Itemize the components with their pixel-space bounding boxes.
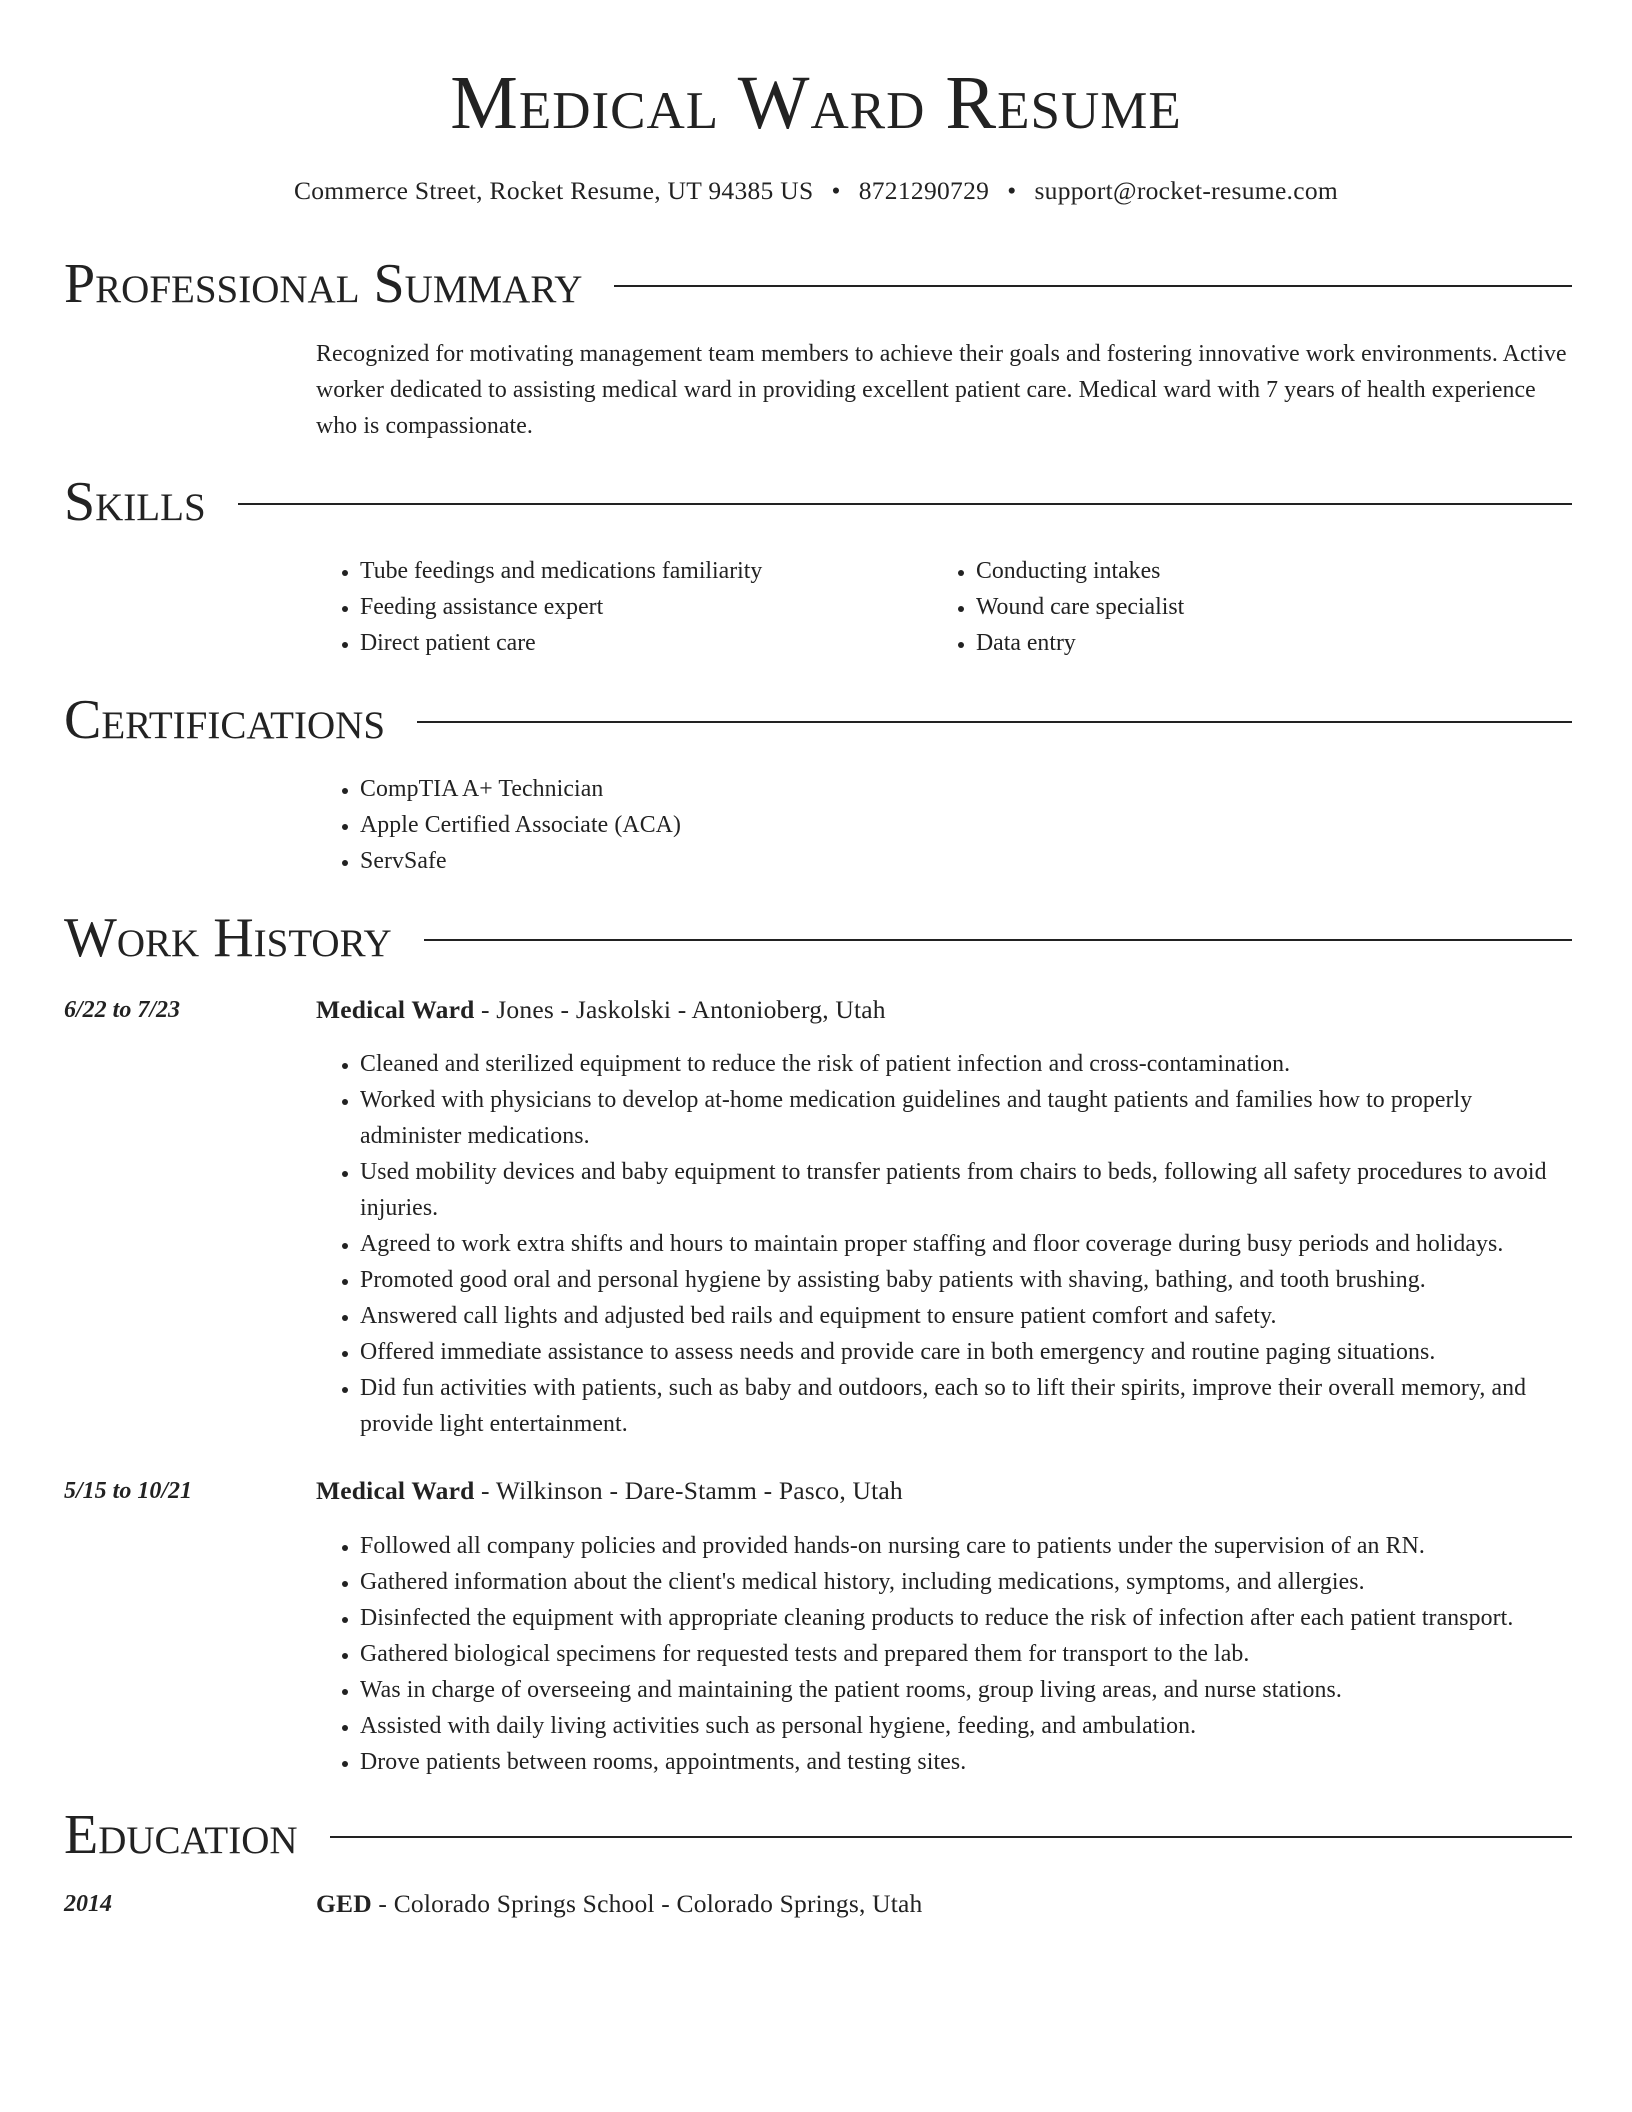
skills-list <box>316 553 916 661</box>
job-employer: - Jones - Jaskolski - Antonioberg, Utah <box>474 995 886 1024</box>
list-item: • Conducting intakes <box>976 553 1532 589</box>
skills-list <box>932 553 1532 661</box>
section-work-history <box>64 906 1572 970</box>
list-item: • Cleaned and sterilized equipment to reduce the risk of patient infection and cross-contamination. <box>360 1046 1570 1082</box>
section-divider <box>614 285 1572 287</box>
list-item: • Feeding assistance expert <box>360 589 916 625</box>
separator-dot: • <box>831 176 841 205</box>
section-title: Professional Summary <box>64 253 583 315</box>
summary-text: Recognized for motivating management team members to achieve their goals and fostering innovative work environments. Active worker dedicated to assisting medical ward in providing excellent patient care. Medical ward with 7 years of health experience who is compassionate. <box>316 341 1567 439</box>
list-item: • Promoted good oral and personal hygiene by assisting baby patients with shaving, bathing, and tooth brushing. <box>360 1262 1570 1298</box>
email: support@rocket-resume.com <box>1034 176 1339 205</box>
list-item: • Worked with physicians to develop at-home medication guidelines and taught patients and families how to properly administer medications. <box>360 1082 1570 1154</box>
list-item: • Drove patients between rooms, appointments, and testing sites. <box>360 1744 1570 1780</box>
section-title: Skills <box>64 471 206 533</box>
section-divider <box>330 1836 1572 1838</box>
address: Commerce Street, Rocket Resume, UT 94385 US <box>293 176 814 205</box>
list-item: • Assisted with daily living activities such as personal hygiene, feeding, and ambulation. <box>360 1708 1570 1744</box>
phone: 8721290729 <box>858 176 990 205</box>
list-item: • Used mobility devices and baby equipment to transfer patients from chairs to beds, following all safety procedures to avoid injuries. <box>360 1154 1570 1226</box>
certifications-list <box>316 771 1570 879</box>
resume-name: Medical Ward Resume <box>450 61 1182 145</box>
education-degree: GED <box>316 1889 372 1918</box>
job-duties <box>316 1528 1570 1780</box>
section-title: Education <box>64 1804 298 1866</box>
job-title-line <box>316 992 886 1028</box>
skills-column-left <box>316 553 916 661</box>
job-employer: - Wilkinson - Dare-Stamm - Pasco, Utah <box>474 1476 903 1505</box>
section-divider <box>238 503 1572 505</box>
education-school: - Colorado Springs School - Colorado Springs, Utah <box>371 1889 923 1918</box>
skills-column-right <box>932 553 1532 661</box>
list-item: • Followed all company policies and provided hands-on nursing care to patients under the supervision of an RN. <box>360 1528 1570 1564</box>
job-title-line <box>316 1473 903 1509</box>
job-dates: 6/22 to 7/23 <box>64 997 181 1023</box>
job-dates: 5/15 to 10/21 <box>64 1478 193 1504</box>
contact-line <box>0 174 1632 208</box>
section-professional-summary <box>64 252 1572 316</box>
job-duties-list <box>316 1046 1570 1442</box>
list-item: • Gathered information about the client's medical history, including medications, symptoms, and allergies. <box>360 1564 1570 1600</box>
list-item: • Answered call lights and adjusted bed rails and equipment to ensure patient comfort and safety. <box>360 1298 1570 1334</box>
job-duties <box>316 1046 1570 1442</box>
job-role: Medical Ward <box>316 995 475 1024</box>
job-role: Medical Ward <box>316 1476 475 1505</box>
list-item: • Did fun activities with patients, such as baby and outdoors, each so to lift their spirits, improve their overall memory, and provide light entertainment. <box>360 1370 1570 1442</box>
list-item: • Apple Certified Associate (ACA) <box>360 807 1570 843</box>
certifications-block <box>316 771 1570 879</box>
section-divider <box>417 721 1572 723</box>
education-line <box>316 1886 923 1922</box>
separator-dot: • <box>1007 176 1017 205</box>
education-year: 2014 <box>64 1891 112 1917</box>
list-item: • Agreed to work extra shifts and hours to maintain proper staffing and floor coverage during busy periods and holidays. <box>360 1226 1570 1262</box>
list-item: • Was in charge of overseeing and maintaining the patient rooms, group living areas, and nurse stations. <box>360 1672 1570 1708</box>
section-title: Certifications <box>64 689 386 751</box>
list-item: • Direct patient care <box>360 625 916 661</box>
list-item: • Wound care specialist <box>976 589 1532 625</box>
list-item: • Disinfected the equipment with appropriate cleaning products to reduce the risk of infection after each patient transport. <box>360 1600 1570 1636</box>
section-education <box>64 1803 1572 1867</box>
section-divider <box>424 939 1572 941</box>
list-item: • ServSafe <box>360 843 1570 879</box>
section-title: Work History <box>64 907 392 969</box>
job-duties-list <box>316 1528 1570 1780</box>
section-skills <box>64 470 1572 534</box>
list-item: • CompTIA A+ Technician <box>360 771 1570 807</box>
list-item: • Tube feedings and medications familiarity <box>360 553 916 589</box>
list-item: • Gathered biological specimens for requested tests and prepared them for transport to the lab. <box>360 1636 1570 1672</box>
list-item: • Data entry <box>976 625 1532 661</box>
section-certifications <box>64 688 1572 752</box>
list-item: • Offered immediate assistance to assess needs and provide care in both emergency and routine paging situations. <box>360 1334 1570 1370</box>
